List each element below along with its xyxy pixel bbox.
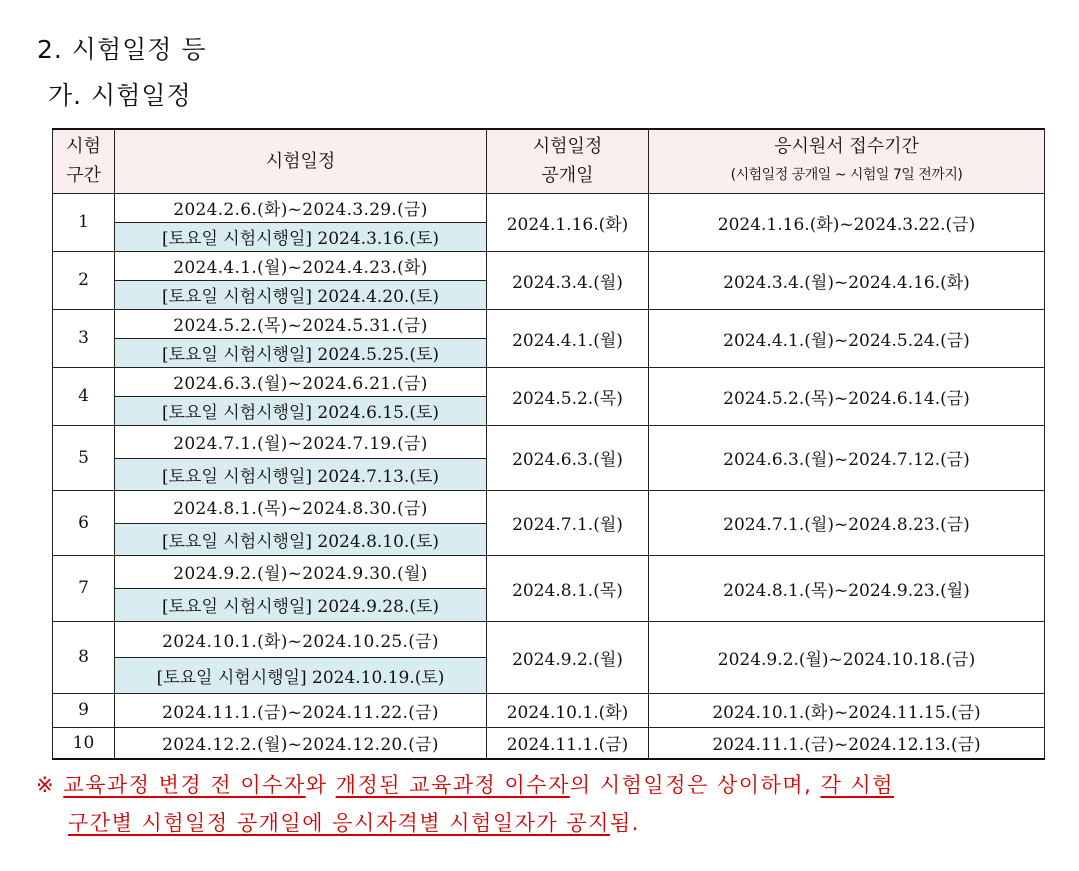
period-cell: 4 — [53, 367, 115, 425]
announce-cell: 2024.6.3.(월) — [487, 425, 649, 490]
announce-cell: 2024.1.16.(화) — [487, 193, 649, 251]
schedule-cell: 2024.10.1.(화)~2024.10.25.(금) — [115, 621, 487, 657]
saturday-cell: [토요일 시험시행일] 2024.10.19.(토) — [115, 657, 487, 693]
period-cell: 9 — [53, 693, 115, 727]
footnote-text: 의 시험일정은 상이하며, — [569, 773, 821, 797]
table-row — [53, 727, 1045, 759]
header-period-line1: 시험 — [66, 136, 101, 158]
announce-cell: 2024.3.4.(월) — [487, 251, 649, 309]
footnote-underlined-text: 구간별 시험일정 공개일에 응시자격별 시험일자가 공지 — [68, 811, 610, 835]
saturday-cell: [토요일 시험시행일] 2024.8.10.(토) — [115, 523, 487, 555]
footnote-line1 — [36, 766, 1056, 804]
application-cell: 2024.7.1.(월)~2024.8.23.(금) — [649, 490, 1045, 555]
schedule-cell: 2024.2.6.(화)~2024.3.29.(금) — [115, 193, 487, 222]
footnote-underlined-text: 각 시험 — [820, 773, 894, 797]
period-cell: 7 — [53, 555, 115, 621]
subsection-heading: 가. 시험일정 — [48, 81, 192, 110]
table-row — [53, 555, 1045, 588]
application-cell: 2024.9.2.(월)~2024.10.18.(금) — [649, 621, 1045, 693]
schedule-cell: 2024.11.1.(금)~2024.11.22.(금) — [115, 693, 487, 727]
header-application — [649, 129, 1045, 193]
table-row — [53, 367, 1045, 396]
period-cell: 3 — [53, 309, 115, 367]
schedule-cell: 2024.6.3.(월)~2024.6.21.(금) — [115, 367, 487, 396]
header-application-line2: (시험일정 공개일 ~ 시험일 7일 전까지) — [730, 167, 963, 184]
footnote-text: 와 — [305, 773, 336, 797]
application-cell: 2024.5.2.(목)~2024.6.14.(금) — [649, 367, 1045, 425]
schedule-cell: 2024.4.1.(월)~2024.4.23.(화) — [115, 251, 487, 280]
period-cell: 8 — [53, 621, 115, 693]
reference-mark: ※ — [36, 773, 56, 797]
header-announce-line1: 시험일정 — [532, 136, 603, 158]
saturday-cell: [토요일 시험시행일] 2024.5.25.(토) — [115, 338, 487, 367]
exam-schedule-table — [52, 128, 1045, 760]
table-row — [53, 309, 1045, 338]
section-heading: 2. 시험일정 등 — [37, 35, 207, 64]
schedule-cell: 2024.8.1.(목)~2024.8.30.(금) — [115, 490, 487, 523]
application-cell: 2024.11.1.(금)~2024.12.13.(금) — [649, 727, 1045, 759]
saturday-cell: [토요일 시험시행일] 2024.3.16.(토) — [115, 222, 487, 251]
header-period-line2: 구간 — [66, 165, 101, 187]
application-cell: 2024.10.1.(화)~2024.11.15.(금) — [649, 693, 1045, 727]
application-cell: 2024.3.4.(월)~2024.4.16.(화) — [649, 251, 1045, 309]
announce-cell: 2024.4.1.(월) — [487, 309, 649, 367]
period-cell: 5 — [53, 425, 115, 490]
table-row — [53, 621, 1045, 657]
application-cell: 2024.6.3.(월)~2024.7.12.(금) — [649, 425, 1045, 490]
application-cell: 2024.1.16.(화)~2024.3.22.(금) — [649, 193, 1045, 251]
announce-cell: 2024.7.1.(월) — [487, 490, 649, 555]
header-announce — [487, 129, 649, 193]
schedule-cell: 2024.7.1.(월)~2024.7.19.(금) — [115, 425, 487, 458]
schedule-cell: 2024.12.2.(월)~2024.12.20.(금) — [115, 727, 487, 759]
header-application-line1: 응시원서 접수기간 — [774, 136, 919, 158]
announce-cell: 2024.9.2.(월) — [487, 621, 649, 693]
table-row — [53, 693, 1045, 727]
footnote — [36, 766, 1056, 842]
header-schedule: 시험일정 — [115, 129, 487, 193]
schedule-cell: 2024.9.2.(월)~2024.9.30.(월) — [115, 555, 487, 588]
footnote-text: 됨. — [609, 811, 640, 835]
table-row — [53, 251, 1045, 280]
saturday-cell: [토요일 시험시행일] 2024.4.20.(토) — [115, 280, 487, 309]
table-row — [53, 193, 1045, 222]
saturday-cell: [토요일 시험시행일] 2024.7.13.(토) — [115, 458, 487, 490]
schedule-cell: 2024.5.2.(목)~2024.5.31.(금) — [115, 309, 487, 338]
application-cell: 2024.4.1.(월)~2024.5.24.(금) — [649, 309, 1045, 367]
period-cell: 10 — [53, 727, 115, 759]
footnote-line2 — [36, 804, 1056, 842]
header-announce-line2: 공개일 — [541, 165, 594, 187]
footnote-underlined-text: 교육과정 변경 전 이수자 — [63, 773, 306, 797]
footnote-underlined-text: 개정된 교육과정 이수자 — [335, 773, 570, 797]
announce-cell: 2024.5.2.(목) — [487, 367, 649, 425]
period-cell: 6 — [53, 490, 115, 555]
announce-cell: 2024.10.1.(화) — [487, 693, 649, 727]
table-header-row — [53, 129, 1045, 193]
saturday-cell: [토요일 시험시행일] 2024.6.15.(토) — [115, 396, 487, 425]
period-cell: 2 — [53, 251, 115, 309]
table-row — [53, 490, 1045, 523]
header-period — [53, 129, 115, 193]
period-cell: 1 — [53, 193, 115, 251]
application-cell: 2024.8.1.(목)~2024.9.23.(월) — [649, 555, 1045, 621]
announce-cell: 2024.11.1.(금) — [487, 727, 649, 759]
table-row — [53, 425, 1045, 458]
announce-cell: 2024.8.1.(목) — [487, 555, 649, 621]
saturday-cell: [토요일 시험시행일] 2024.9.28.(토) — [115, 588, 487, 621]
